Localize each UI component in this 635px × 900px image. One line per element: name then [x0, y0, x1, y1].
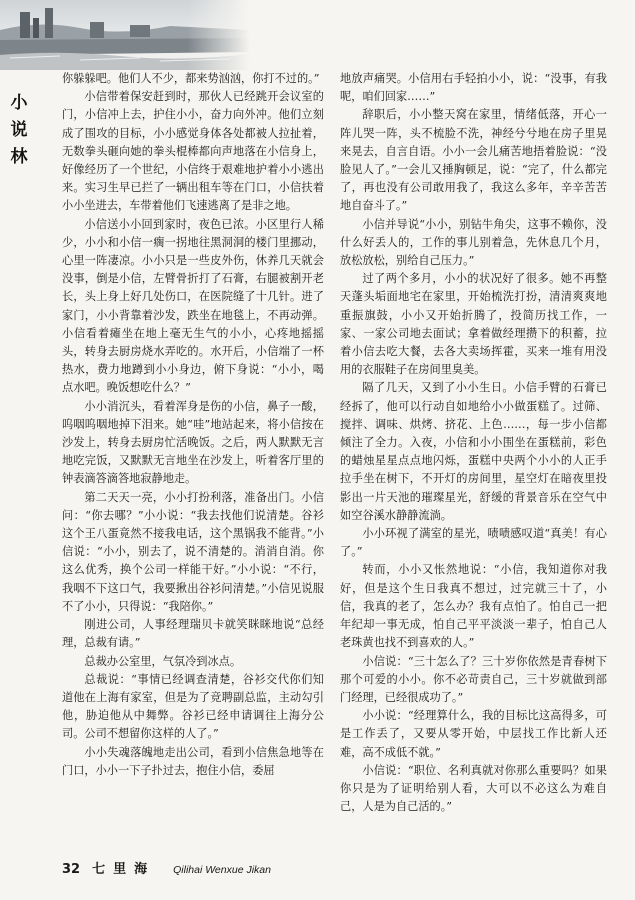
- paragraph: 小小消沉头，看着浑身是伤的小信，鼻子一酸，呜咽呜咽地掉下泪来。她“哇”地站起来，将小信按在沙发上，转身去厨房忙活晚饭。之后，两人默默无言地吃完饭，又默默无言地坐在沙发上，听着客厅里的钟表滴答滴答地寂静地走。: [62, 399, 324, 486]
- paragraph: 小信说：“职位、名利真就对你那么重要吗？如果你只是为了证明给别人看，大可以不必这么为难自己，人是为自己活的。”: [340, 763, 607, 814]
- magazine-name-en: Qilihai Wenxue Jikan: [173, 864, 271, 876]
- article-column-right: [340, 70, 607, 840]
- paragraph: 总裁说：“事情已经调查清楚，谷衫交代你们知道他在上海有家室，但是为了竞聘副总监，主动勾引他，胁迫他从中舞弊。谷衫已经申请调往上海分公司。公司不想留你这样的人了。”: [62, 672, 324, 741]
- paragraph: 过了两个多月，小小的状况好了很多。她不再整天蓬头垢面地宅在家里，开始梳洗打扮，清清爽爽地重振旗鼓，小小又开始折腾了，投简历找工作，一家、一家公司地去面试；拿着做经理攒下的积蓄，拉着小信去吃大餐，去各大卖场挥霍，买来一堆有用没用的衣服鞋子在房间里臭美。: [340, 272, 607, 377]
- section-label: 小说林: [10, 93, 28, 167]
- paragraph: 转而，小小又怅然地说：“小信，我知道你对我好，但是这个生日我真不想过，过完就三十了，小信，我真的老了，怎么办？我有点怕了。怕自己一把年纪却一事无成，怕自己平平淡淡一辈子，怕自己人老珠黄也找不到喜欢的人。”: [340, 563, 607, 650]
- paragraph: 小小环视了满室的星光，啧啧感叹道“真美！有心了。”: [340, 527, 607, 559]
- paragraph: 小信说：“三十怎么了？三十岁你依然是青春树下那个可爱的小小。你不必苛责自己，三十岁就做到部门经理，已经很成功了。”: [340, 654, 607, 704]
- magazine-name: 七里海: [92, 862, 156, 877]
- paragraph: 小小说：“经理算什么，我的目标比这高得多，可是工作丢了，又要从零开始，中层找工作比新人还难，高不成低不就。”: [340, 709, 607, 759]
- paragraph: 总裁办公室里，气氛冷到冰点。: [84, 654, 242, 668]
- paragraph: 刚进公司，人事经理瑞贝卡就笑眯眯地说“总经理，总裁有请。”: [62, 618, 324, 650]
- paragraph: 地放声痛哭。小信用右手轻拍小小，说：“没事，有我呢，咱们回家……”: [340, 72, 607, 104]
- header-banner-image: [0, 0, 250, 70]
- paragraph: 你躲躲吧。他们人不少，都来势汹汹，你打不过的。”: [62, 72, 320, 85]
- article-column-left: [62, 70, 324, 840]
- paragraph: 小信带着保安赶到时，那伙人已经跳开会议室的门，小信冲上去，护住小小，奋力向外冲。他们立刻成了围攻的目标，小小感觉身体各处都被人拉扯着，无数拳头砸向她的拳头棍棒都向声地落在小信身上，好像经历了一个世纪，小信终于艰难地护着小小逃出来。实习生早已拦了一辆出租车等在门口，小信扶着小小坐进去，车带着他们飞速逃离了是非之地。: [62, 90, 324, 213]
- paragraph: 辞职后，小小整天窝在家里，情绪低落，开心一阵儿哭一阵，头不梳脸不洗，神经兮兮地在房子里晃来晃去，自言自语。小小一会儿痛苦地捂着脸说：“没脸见人了。”一会儿又捶胸顿足，说：“完了，什么都完了，再也没有公司敢用我了，我这么多年，辛辛苦苦地自奋斗了。”: [340, 108, 607, 213]
- page-footer: [62, 858, 271, 880]
- harbor-photo: [0, 0, 250, 70]
- paragraph: 小信送小小回到家时，夜色已浓。小区里行人稀少，小小和小信一瘸一拐地往黑洞洞的楼门里挪动，心里一阵凄凉。小小只是一些皮外伤，休养几天就会没事，倒是小信，左臂骨折打了石膏，右腿被割开老长，头上身上好几处伤口，在医院缝了十几针。进了家门，小小背靠着沙发，跌坐在地毯上，不再动弹。小信看着瘫坐在地上毫无生气的小小，心疼地摇摇头，转身去厨房烧水弄吃的。水开后，小信端了一杯热水，费力地蹲到小小身边，俯下身说：“小小，喝点水吧。晚饭想吃什么？”: [62, 217, 324, 395]
- page-number: 32: [62, 862, 81, 877]
- paragraph: 小小失魂落魄地走出公司，看到小信焦急地等在门口，小小一下子扑过去，抱住小信，委屈: [62, 745, 324, 777]
- paragraph: 小信并导说“小小，别钻牛角尖，这事不赖你，没什么好丢人的，工作的事儿别着急，先休息几个月，放松放松，别给自己压力。”: [340, 217, 607, 268]
- paragraph: 第二天天一亮，小小打扮利落，准备出门。小信问：“你去哪？”小小说：“我去找他们说清楚。谷衫这个王八蛋竟然不接我电话，这个黑锅我不能背。”小信说：“小小，别去了，说不清楚的。消消自消。你这么优秀，换个公司一样能干好。”小小说：“不行，我咽不下这口气，我要揪出谷衫问清楚。”小信见说服不了小小，只得说：“我陪你。”: [62, 490, 324, 613]
- paragraph: 隔了几天，又到了小小生日。小信手臂的石膏已经拆了，他可以行动自如地给小小做蛋糕了。过筛、搅拌、调味、烘烤、挤花、上色……，每一步小信都倾注了全力。入夜，小信和小小围坐在蛋糕前，彩色的蜡烛星星点点地闪烁，蛋糕中央两个小小的人正手拉手坐在树下，不开灯的房间里，星空灯在暗夜里投影出一片天池的璀璨星光，舒缓的背景音乐在空气中如空谷溪水静静流淌。: [340, 381, 607, 522]
